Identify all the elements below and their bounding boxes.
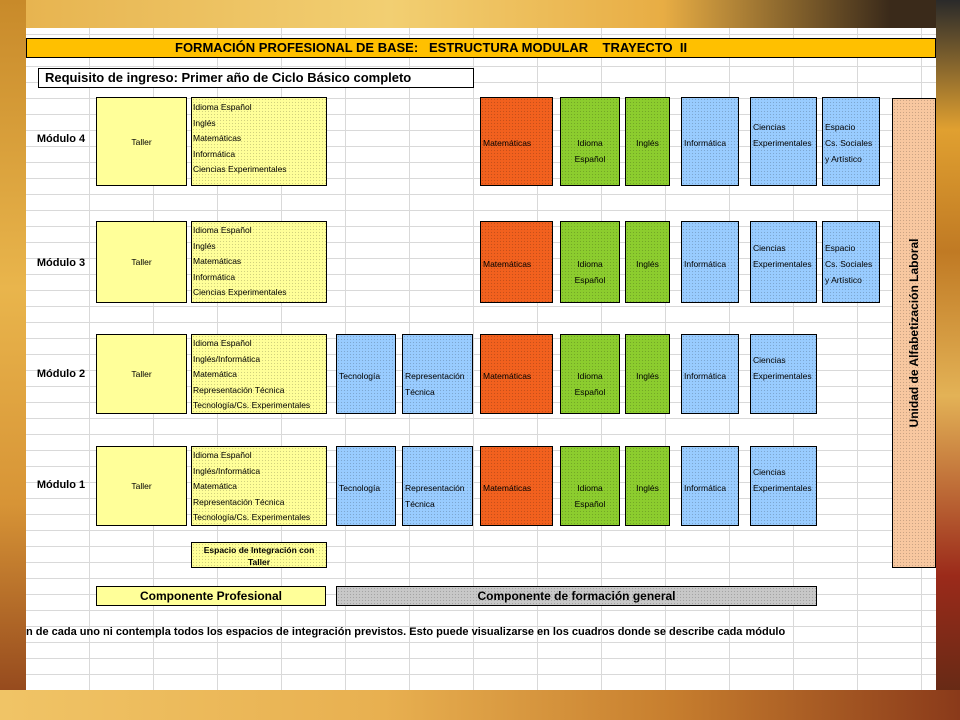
list-item: Matemáticas: [193, 133, 242, 144]
componente-general: Componente de formación general: [336, 586, 817, 606]
module-label: Módulo 2: [36, 368, 86, 380]
cell-text: Tecnología: [339, 371, 381, 381]
spreadsheet: [26, 28, 936, 690]
matematicas-cell: [480, 221, 553, 303]
cell-text: Experimentales: [753, 259, 812, 269]
list-item: Matemáticas: [193, 256, 242, 267]
informatica-cell: [681, 334, 739, 414]
cell-text: Tecnología: [339, 483, 381, 493]
list-item: Idioma Español: [193, 225, 252, 235]
ingles-cell: [625, 97, 670, 186]
title-text: FORMACIÓN PROFESIONAL DE BASE: ESTRUCTURA MODULAR TRAYECTO II: [175, 40, 688, 55]
ingles-cell: [625, 221, 670, 303]
cell-text: Experimentales: [753, 483, 812, 493]
list-item: Inglés: [193, 240, 216, 251]
requisito-box: Requisito de ingreso: Primer año de Ciclo Básico completo: [38, 68, 474, 88]
matematicas-cell: [480, 334, 553, 414]
matematicas-cell: [480, 446, 553, 526]
cell-text: Experimentales: [753, 138, 812, 148]
cell-text: Matemáticas: [483, 371, 532, 381]
cell-text: Español: [574, 387, 606, 397]
cell-text: Inglés: [636, 259, 659, 269]
cell-text: y Artístico: [825, 154, 862, 164]
cell-text: Inglés: [636, 138, 659, 148]
module-label: Módulo 4: [36, 133, 86, 145]
footnote: n de cada uno ni contempla todos los espacios de integración previstos. Esto puede visualizarse en los cuadros donde se describe cada módulo: [26, 626, 786, 638]
cell-text: Representación: [405, 483, 465, 493]
background-right: [936, 0, 960, 720]
cell-text: Cs. Sociales: [825, 138, 873, 148]
list-item: Informática: [193, 271, 236, 282]
representacion-cell: [402, 334, 473, 414]
taller-label: Taller: [131, 481, 152, 491]
cell-text: Matemáticas: [483, 259, 532, 269]
ciencias-cell: [750, 446, 817, 526]
cell-text: Técnica: [405, 499, 435, 509]
cell-text: Informática: [684, 259, 727, 269]
cell-text: Informática: [684, 138, 727, 148]
cell-text: Idioma: [577, 259, 603, 269]
cell-text: Taller: [247, 557, 271, 567]
cell-text: Cs. Sociales: [825, 259, 873, 269]
background-top: [26, 0, 936, 28]
integracion-box: [191, 542, 327, 568]
list-item: Inglés: [193, 117, 216, 128]
taller-items: [191, 334, 327, 414]
cell-text: Idioma: [577, 483, 603, 493]
cell-text: Inglés: [636, 371, 659, 381]
list-item: Informática: [193, 148, 236, 159]
cell-text: Español: [574, 275, 606, 285]
background-bottom: [0, 690, 960, 720]
componente-profesional: Componente Profesional: [96, 586, 326, 606]
cell-text: Matemáticas: [483, 483, 532, 493]
module-label: Módulo 1: [36, 479, 86, 491]
espacio-cell: [822, 97, 880, 186]
informatica-cell: [681, 97, 739, 186]
idioma-cell: [560, 97, 620, 186]
cell-text: Representación: [405, 371, 465, 381]
cell-text: Espacio: [825, 243, 856, 253]
cell-text: Español: [574, 499, 606, 509]
cell-text: Idioma: [577, 371, 603, 381]
cell-text: Inglés: [636, 483, 659, 493]
list-item: Idioma Español: [193, 102, 252, 112]
taller-label: Taller: [131, 136, 152, 147]
cell-text: Idioma: [577, 138, 603, 148]
taller-items: [191, 221, 327, 303]
unidad-alfabetizacion-box: [892, 98, 936, 568]
module-label: Módulo 3: [36, 257, 86, 269]
cell-text: Informática: [684, 483, 727, 493]
ciencias-cell: [750, 334, 817, 414]
list-item: Matemática: [193, 481, 237, 492]
taller-label: Taller: [131, 257, 152, 267]
list-item: Inglés/Informática: [193, 465, 261, 476]
cell-text: Informática: [684, 371, 727, 381]
list-item: Ciencias Experimentales: [193, 164, 287, 175]
matematicas-cell: [480, 97, 553, 186]
cell-text: Experimentales: [753, 371, 812, 381]
cell-text: Espacio: [825, 122, 856, 132]
taller-items: [191, 97, 327, 186]
list-item: Tecnología/Cs. Experimentales: [193, 400, 311, 411]
page-title: [26, 38, 936, 58]
representacion-cell: [402, 446, 473, 526]
taller-cell: [96, 97, 187, 186]
idioma-cell: [560, 221, 620, 303]
list-item: Matemática: [193, 369, 237, 380]
idioma-cell: [560, 334, 620, 414]
ciencias-cell: [750, 97, 817, 186]
cell-text: Ciencias: [753, 243, 786, 253]
ingles-cell: [625, 446, 670, 526]
list-item: Ciencias Experimentales: [193, 287, 287, 298]
cell-text: Español: [574, 154, 606, 164]
background-left: [0, 0, 26, 720]
taller-cell: [96, 334, 187, 414]
cell-text: Técnica: [405, 387, 435, 397]
cell-text: Ciencias: [753, 467, 786, 477]
list-item: Idioma Español: [193, 450, 252, 460]
cell-text: Ciencias: [753, 355, 786, 365]
cell-text: Ciencias: [753, 122, 786, 132]
list-item: Idioma Español: [193, 338, 252, 348]
list-item: Tecnología/Cs. Experimentales: [193, 512, 311, 523]
tecnologia-cell: [336, 446, 396, 526]
list-item: Inglés/Informática: [193, 353, 261, 364]
ciencias-cell: [750, 221, 817, 303]
espacio-cell: [822, 221, 880, 303]
cell-text: y Artístico: [825, 275, 862, 285]
list-item: Representación Técnica: [193, 496, 285, 507]
informatica-cell: [681, 221, 739, 303]
taller-label: Taller: [131, 369, 152, 379]
taller-items: [191, 446, 327, 526]
taller-cell: [96, 221, 187, 303]
list-item: Representación Técnica: [193, 384, 285, 395]
cell-text: Espacio de Integración con: [203, 545, 315, 555]
taller-cell: [96, 446, 187, 526]
unidad-alfabetizacion-label: Unidad de Alfabetización Laboral: [907, 238, 921, 428]
informatica-cell: [681, 446, 739, 526]
cell-text: Matemáticas: [483, 138, 532, 148]
tecnologia-cell: [336, 334, 396, 414]
ingles-cell: [625, 334, 670, 414]
idioma-cell: [560, 446, 620, 526]
